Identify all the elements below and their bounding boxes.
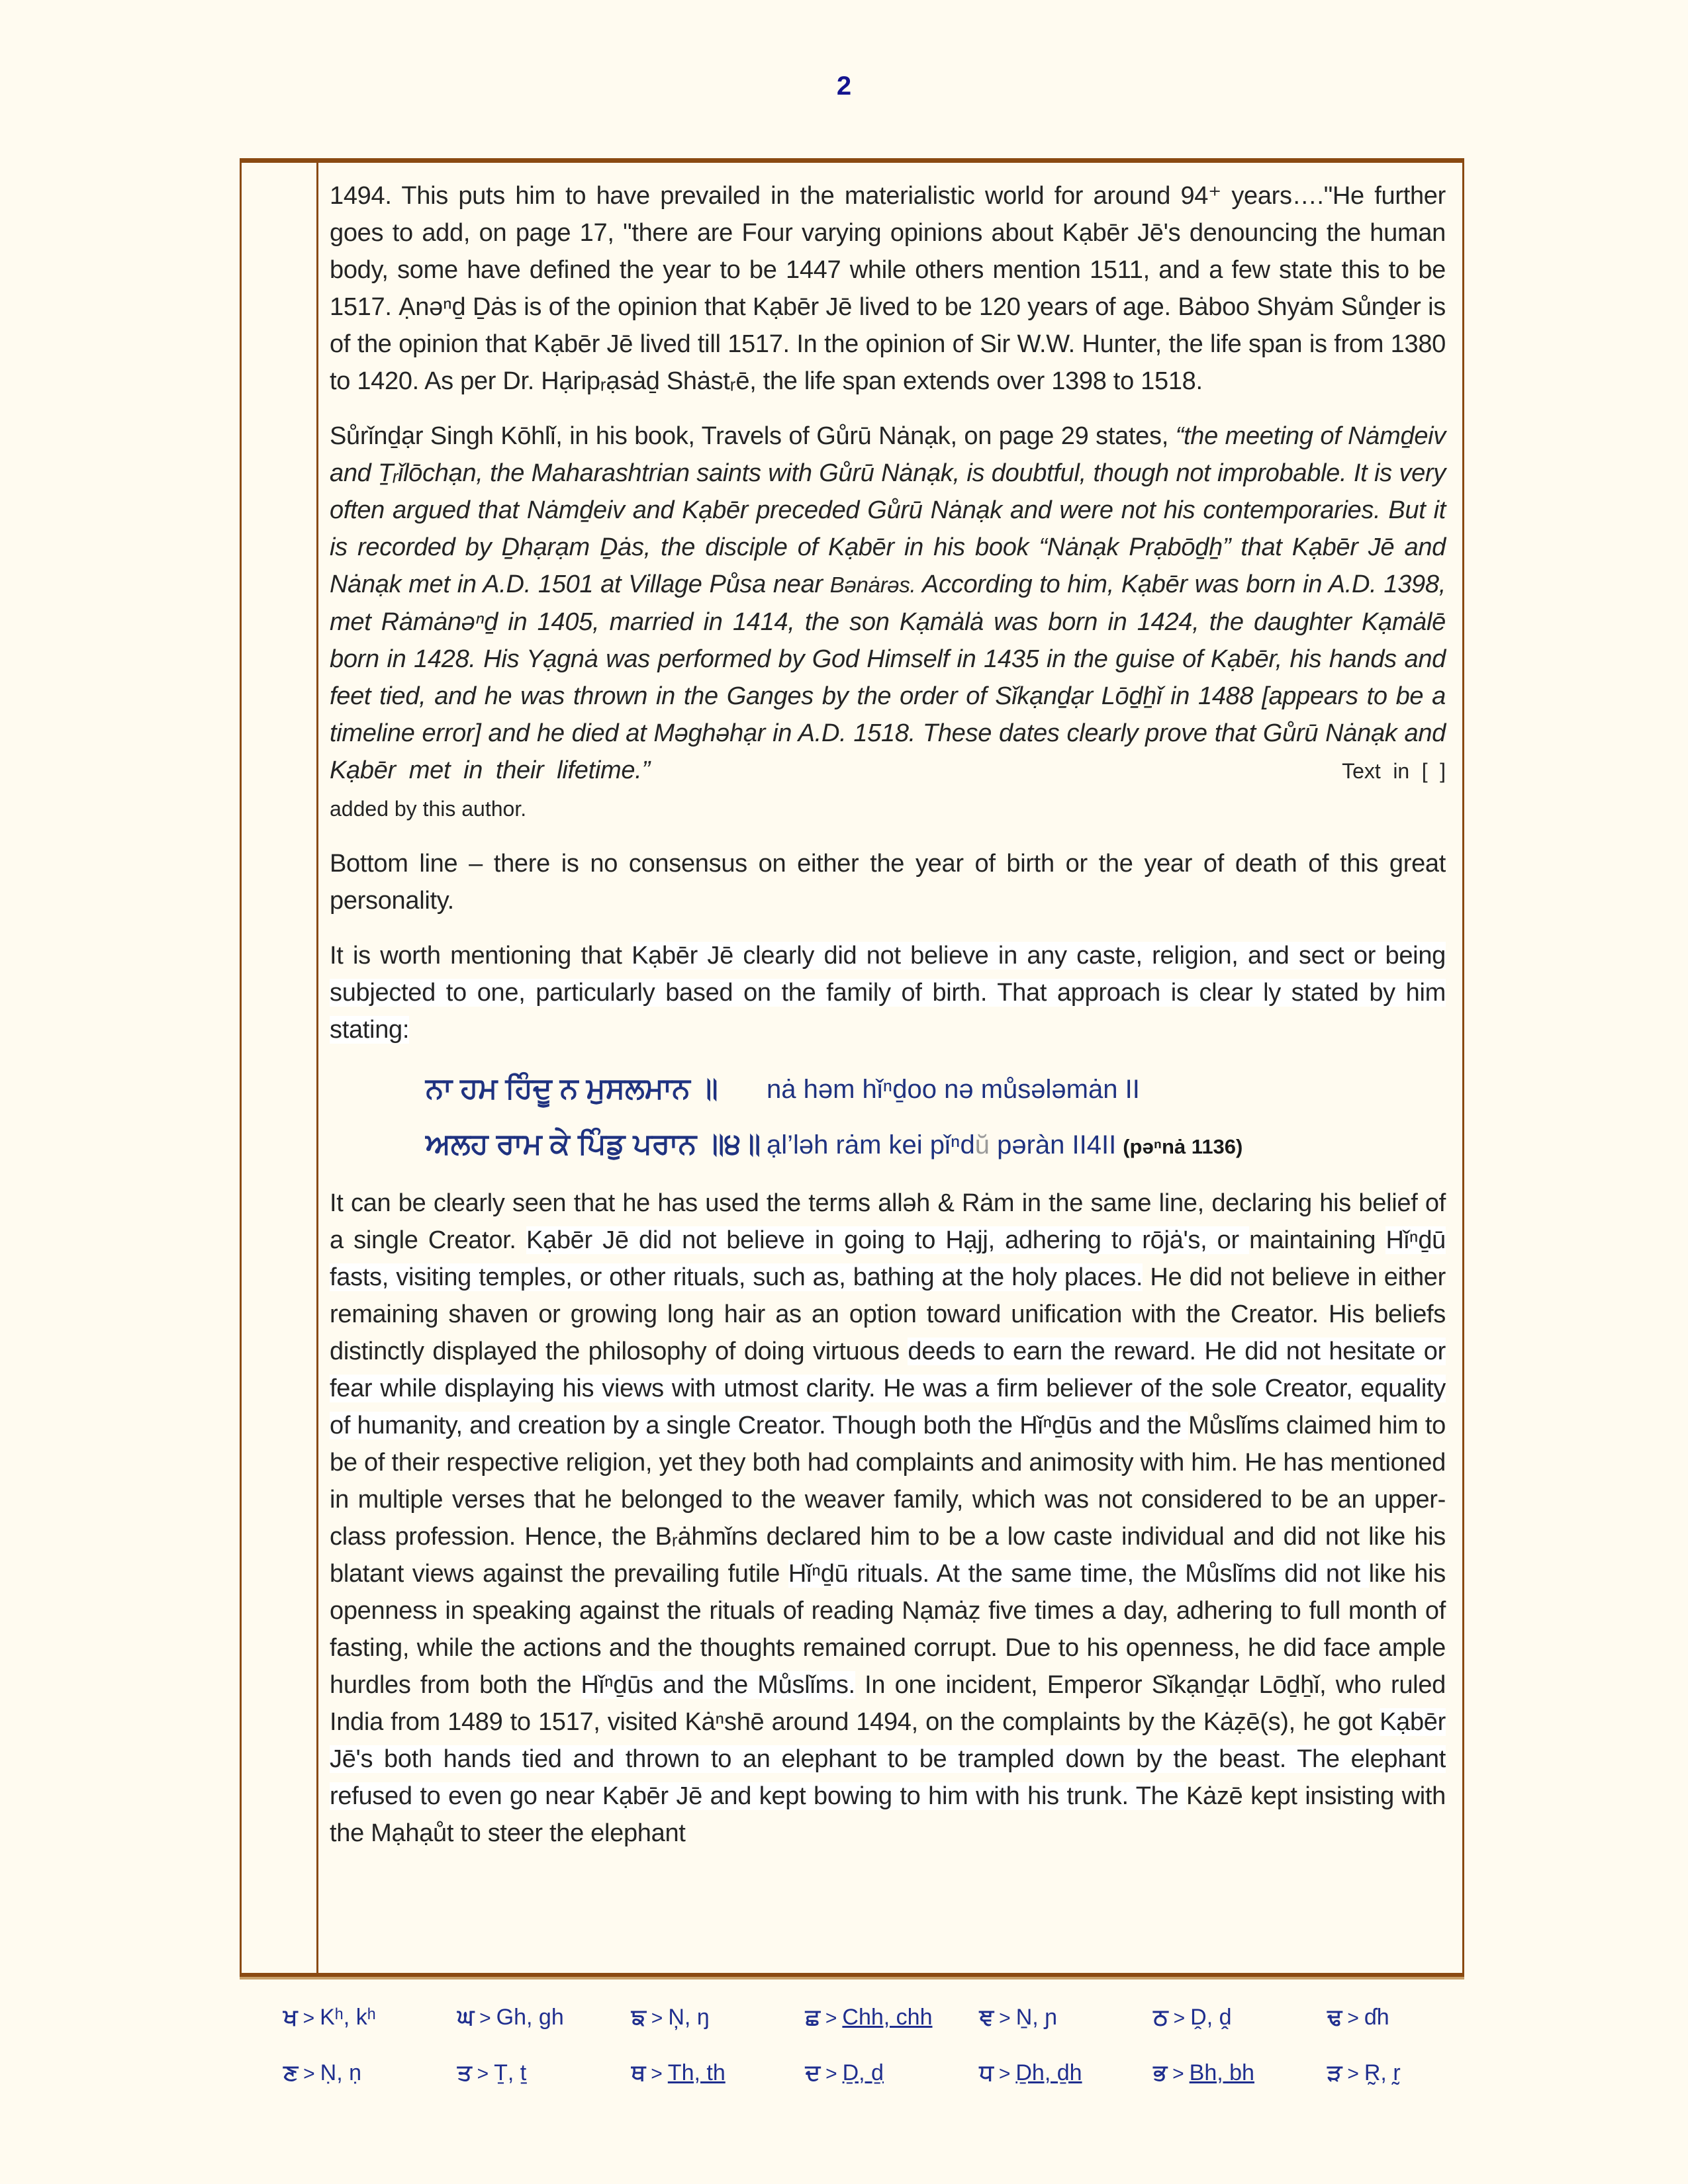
maps-to-symbol: > bbox=[1347, 2063, 1359, 2085]
key-item-tha bbox=[632, 2056, 806, 2091]
maps-to-symbol: > bbox=[479, 2007, 491, 2029]
latin-value: Gh, gh bbox=[496, 2005, 564, 2030]
body-text: 1494. This puts him to have prevailed in the materialistic world for around 94⁺ years…."He further goes to add, on page 17, "there are Four varying opinions about Kạbēr Jē's denouncing the human body, some have defined the year to be 1447 while others mention 1511, and a few state this to be 1517. Ạnəⁿḏ Ḏȧs is of the opinion that Kạbēr Jē lived to be 120 years of age. Bȧboo Shyȧm Sůnḏer is of the opinion that Kạbēr Jē lived till 1517. In the opinion of Sir W.W. Hunter, the life span is from 1380 to 1420. As per Dr. Hạripᵣạsȧḏ Shȧstᵣē, the life span extends over 1398 to 1518. bbox=[330, 182, 1446, 395]
key-item-dha bbox=[979, 2056, 1153, 2091]
key-item-bha bbox=[1153, 2056, 1327, 2091]
paragraph-birth-death-opinions bbox=[330, 177, 1446, 400]
quote-intro: Sůrǐnḏạr Singh Kōhlǐ, in his book, Travels of Gůrū Nȧnạk, on page 29 states, bbox=[330, 422, 1176, 450]
latin-value: Ḓ, ḓ bbox=[1190, 2005, 1232, 2030]
latin-value: Kʰ, kʰ bbox=[320, 2005, 376, 2030]
transliteration-1: nȧ həm hǐⁿḏoo nə můsələmȧn II bbox=[767, 1075, 1140, 1104]
gurmukhi-letter: ਥ bbox=[631, 2060, 646, 2085]
gurmukhi-letter: ਘ bbox=[457, 2005, 475, 2030]
gurbani-line-1 bbox=[426, 1072, 1446, 1105]
paragraph-no-caste-belief bbox=[330, 937, 1446, 1048]
transliteration-2 bbox=[767, 1130, 1243, 1160]
maps-to-symbol: > bbox=[303, 2063, 315, 2085]
key-item-gha bbox=[457, 2000, 632, 2036]
maps-to-symbol: > bbox=[477, 2063, 489, 2085]
highlighted-text: Hǐⁿḏū rituals. At the same time, the Můslǐms did not bbox=[788, 1560, 1369, 1588]
gurmukhi-letter: ਙ bbox=[631, 2005, 646, 2030]
key-item-nga bbox=[632, 2000, 806, 2036]
highlighted-text: Hǐⁿḏū fasts, visiting temples, or other rituals, such as, bathing at the holy places. bbox=[330, 1226, 1446, 1291]
paragraph-kohli-quote bbox=[330, 418, 1446, 827]
gurmukhi-letter: ਛ bbox=[805, 2005, 820, 2030]
body-text: It can be clearly seen that he has used the terms alləh & Rȧm in the same line, declaring his belief of a single Creator. bbox=[330, 1189, 1446, 1254]
gurmukhi-letter: ਠ bbox=[1153, 2005, 1168, 2030]
maps-to-symbol: > bbox=[999, 2007, 1011, 2029]
gurmukhi-letter: ਤ bbox=[457, 2060, 472, 2085]
body-text: In one incident, Emperor Sǐkạnḏạr Lōḏẖǐ, who ruled India from 1489 to 1517, visited Kȧⁿshē around 1494, on the complaints by the Kȧẓē(s), he got bbox=[330, 1671, 1446, 1736]
maps-to-symbol: > bbox=[303, 2007, 315, 2029]
key-item-nya bbox=[979, 2000, 1153, 2036]
maps-to-symbol: > bbox=[1172, 2063, 1184, 2085]
latin-value: Th, th bbox=[667, 2060, 726, 2085]
latin-value: Ṇ, ṇ bbox=[320, 2060, 362, 2085]
gurbani-verse-block bbox=[426, 1072, 1446, 1161]
highlighted-text: Hǐⁿḏūs and the Můslǐms. bbox=[581, 1671, 855, 1699]
maps-to-symbol: > bbox=[998, 2063, 1011, 2085]
highlighted-text: Kạbēr Jē clearly did not believe in any caste, religion, and sect or being subjected to one, particularly based on the family of birth. That approach is clear ly stated by him stating: bbox=[330, 942, 1446, 1044]
gurmukhi-letter: ਖ bbox=[283, 2005, 298, 2030]
maps-to-symbol: > bbox=[825, 2007, 837, 2029]
key-item-rra bbox=[1327, 2056, 1501, 2091]
text-column bbox=[318, 163, 1462, 1973]
key-item-chha bbox=[806, 2000, 980, 2036]
highlighted-text: deeds to earn the reward. He did not hesitate or fear while displaying his views with utmost clarity. He was a firm believer of the sole Creator, equality of humanity, and creation by a single Creator. Though both the Hǐⁿḏūs and the bbox=[330, 1338, 1446, 1439]
quote-text-2: According to him, Kạbēr was born in A.D. 1398, met Rȧmȧnəⁿḏ in 1405, married in 1414, the son Kạmȧlȧ was born in 1424, the daughter Kạmȧlē born in 1428. His Yạgnȧ was performed by God Himself in 1435 in the guise of Kạbēr, his hands and feet tied, and he was thrown in the Ganges by the order of Sǐkạnḏạr Lōḏẖǐ in 1488 [appears to be a timeline error] and he died at Məghəhạr in A.D. 1518. These dates clearly prove that Gůrū Nȧnạk and Kạbēr met in their lifetime.” bbox=[330, 570, 1446, 784]
gurmukhi-letter: ਣ bbox=[283, 2060, 299, 2085]
gurmukhi-letter: ਧ bbox=[979, 2060, 994, 2085]
maps-to-symbol: > bbox=[1347, 2007, 1359, 2029]
paragraph-beliefs-and-persecution bbox=[330, 1185, 1446, 1852]
latin-value: Ṉ, ɲ bbox=[1015, 2005, 1058, 2030]
latin-value: Ḏh, ḏh bbox=[1015, 2060, 1082, 2085]
highlighted-text: Kạbēr Jē did not believe in going to Hạjj, adhering to rōjȧ's, or bbox=[526, 1226, 1250, 1254]
maps-to-symbol: > bbox=[651, 2007, 663, 2029]
ang-page-reference: (pəⁿnȧ 1136) bbox=[1123, 1135, 1243, 1158]
key-item-ttha bbox=[1153, 2000, 1327, 2036]
body-text: It is worth mentioning that bbox=[330, 942, 632, 970]
author-note: Text in [ ] added by this author. bbox=[330, 759, 1446, 821]
key-item-ta bbox=[457, 2056, 632, 2091]
highlighted-text: Kạbēr Jē's both hands tied and thrown to an elephant to be trampled down by the beast. The elephant refused to even go near Kạbēr Jē and kept bowing to him with his trunk. The bbox=[330, 1708, 1446, 1810]
gurmukhi-text-1: ਨਾ ਹਮ ਹਿੰਦੂ ਨ ਮੁਸਲਮਾਨ ॥ bbox=[426, 1072, 718, 1105]
transliteration-key-footer bbox=[283, 2000, 1501, 2091]
body-text: maintaining bbox=[1249, 1226, 1386, 1254]
gurmukhi-letter: ਦ bbox=[805, 2060, 821, 2085]
content-box bbox=[240, 158, 1464, 1977]
latin-value: R̰, r̰ bbox=[1364, 2060, 1401, 2085]
transliteration-2-gray-vowel: ŭ bbox=[974, 1130, 990, 1160]
gurmukhi-letter: ਞ bbox=[979, 2005, 994, 2030]
maps-to-symbol: > bbox=[825, 2063, 837, 2085]
body-text: Bottom line – there is no consensus on either the year of birth or the year of death of this great personality. bbox=[330, 850, 1446, 915]
gurmukhi-text-2: ਅਲਹ ਰਾਮ ਕੇ ਪਿੰਡੁ ਪਰਾਨ ॥੪॥ bbox=[426, 1128, 761, 1160]
latin-value: ɗh bbox=[1364, 2005, 1389, 2030]
latin-value: N̦, ŋ bbox=[668, 2005, 710, 2030]
transliteration-2a: ạl’ləh rȧm kei pǐⁿd bbox=[767, 1130, 975, 1160]
gurmukhi-letter: ੜ bbox=[1327, 2060, 1342, 2085]
key-item-ddha bbox=[1327, 2000, 1501, 2036]
key-item-da bbox=[806, 2056, 980, 2091]
maps-to-symbol: > bbox=[651, 2063, 663, 2085]
paragraph-bottom-line bbox=[330, 845, 1446, 919]
quote-text-small: Bənȧrəs. bbox=[829, 572, 916, 597]
latin-value: Bh, bh bbox=[1189, 2060, 1254, 2085]
gurmukhi-letter: ਢ bbox=[1327, 2005, 1342, 2030]
key-item-kha bbox=[283, 2000, 457, 2036]
body-text: He did not believe in either remaining shaven or growing long hair as an option toward unification with the Creator. His beliefs distinctly displayed the philosophy of doing virtuous bbox=[330, 1263, 1446, 1365]
key-item-nna bbox=[283, 2056, 457, 2091]
body-text: Kȧzē kept insisting with the Mạhạůt to steer the elephant bbox=[330, 1782, 1446, 1847]
quote-text-1: “the meeting of Nȧmḏeiv and Ṯᵣǐlōchạn, the Maharashtrian saints with Gůrū Nȧnạk, is doubtful, though not improbable. It is very often argued that Nȧmḏeiv and Kạbēr preceded Gůrū Nȧnạk and were not his contemporaries. But it is recorded by Ḏhạrạm Ḏȧs, the disciple of Kạbēr in his book “Nȧnạk Prạbōḏẖ” that Kạbēr Jē and Nȧnạk met in A.D. 1501 at Village Půsa near bbox=[330, 422, 1446, 598]
body-text: like his openness in speaking against the rituals of reading Nạmȧẓ five times a day, adhering to full month of fasting, while the actions and the thoughts remained corrupt. Due to his openness, he did face ample hurdles from both the bbox=[330, 1560, 1446, 1699]
body-text: Můslǐms claimed him to be of their respective religion, yet they both had complaints and animosity with him. He has mentioned in multiple verses that he belonged to the weaver family, which was not considered to be an upper-class profession. Hence, the Bᵣȧhmǐns declared him to be a low caste individual and did not like his blatant views against the prevailing futile bbox=[330, 1412, 1446, 1588]
latin-value: Chh, chh bbox=[842, 2005, 933, 2030]
gurbani-line-2 bbox=[426, 1128, 1446, 1161]
latin-value: Ṯ, ṯ bbox=[494, 2060, 527, 2085]
gurmukhi-letter: ਭ bbox=[1153, 2060, 1168, 2085]
latin-value: Ḏ, ḏ bbox=[842, 2060, 884, 2085]
maps-to-symbol: > bbox=[1173, 2007, 1186, 2029]
transliteration-2b: pəràn II4II bbox=[989, 1130, 1117, 1160]
page-number: 2 bbox=[836, 71, 852, 101]
